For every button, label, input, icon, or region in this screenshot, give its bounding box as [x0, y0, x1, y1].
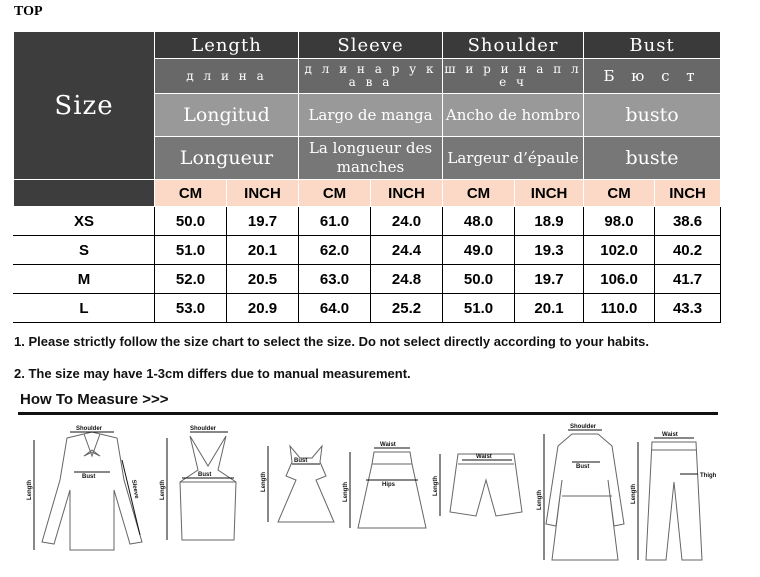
size-label: XS	[14, 207, 155, 236]
table-cell: 98.0	[584, 207, 655, 236]
how-to-measure-heading: How To Measure >>>	[20, 391, 169, 408]
table-cell: 38.6	[655, 207, 721, 236]
table-cell: 50.0	[443, 265, 515, 294]
label-shoulder: Shoulder	[570, 424, 597, 430]
table-cell: 18.9	[515, 207, 584, 236]
blouse-diagram	[27, 426, 142, 550]
col-header-length-fr: Longueur	[155, 137, 299, 180]
table-row	[14, 265, 721, 294]
label-bust: Bust	[294, 458, 308, 464]
size-label: M	[14, 265, 155, 294]
label-length: Length	[27, 480, 33, 500]
table-cell: 24.4	[371, 236, 443, 265]
col-header-sleeve: Sleeve	[299, 32, 443, 59]
table-cell: 20.9	[227, 294, 299, 323]
tank-top-diagram	[160, 426, 236, 540]
shorts-diagram	[433, 454, 522, 516]
col-header-bust-fr: buste	[584, 137, 721, 180]
unit-inch: INCH	[515, 180, 584, 207]
unit-inch: INCH	[371, 180, 443, 207]
col-header-bust-ru: Б ю с т	[584, 59, 721, 94]
col-header-bust: Bust	[584, 32, 721, 59]
label-shoulder: Shoulder	[76, 426, 103, 432]
unit-row	[14, 180, 721, 207]
label-shoulder: Shoulder	[190, 426, 217, 432]
table-cell: 24.0	[371, 207, 443, 236]
col-header-sleeve-es: Largo de manga	[299, 94, 443, 137]
table-cell: 64.0	[299, 294, 371, 323]
dress-diagram	[261, 446, 334, 522]
label-thigh: Thigh	[700, 473, 717, 479]
col-header-shoulder-fr: Largeur d’épaule	[443, 137, 584, 180]
table-cell: 62.0	[299, 236, 371, 265]
col-header-length-ru: д л и н а	[155, 59, 299, 94]
note-2: 2. The size may have 1-3cm differs due to manual measurement.	[14, 366, 411, 381]
label-waist: Waist	[662, 432, 678, 438]
label-length: Length	[343, 482, 349, 502]
col-header-sleeve-ru: д л и н а р у к а в а	[299, 59, 443, 94]
table-cell: 61.0	[299, 207, 371, 236]
col-header-shoulder-ru: ш и р и н а п л е ч	[443, 59, 584, 94]
pants-diagram	[631, 432, 717, 560]
page-title: TOP	[14, 4, 43, 19]
label-length: Length	[433, 476, 439, 496]
label-length: Length	[160, 480, 166, 500]
table-cell: 19.7	[515, 265, 584, 294]
table-cell: 63.0	[299, 265, 371, 294]
table-cell: 25.2	[371, 294, 443, 323]
table-cell: 20.1	[227, 236, 299, 265]
coat-diagram	[537, 424, 624, 560]
label-waist: Waist	[476, 454, 492, 460]
size-label: L	[14, 294, 155, 323]
label-bust: Bust	[82, 474, 96, 480]
table-cell: 51.0	[443, 294, 515, 323]
col-header-shoulder: Shoulder	[443, 32, 584, 59]
unit-inch: INCH	[227, 180, 299, 207]
size-chart-table	[13, 31, 721, 323]
table-cell: 51.0	[155, 236, 227, 265]
label-sleeve: Sleeve	[130, 479, 140, 500]
skirt-diagram	[343, 442, 426, 528]
label-bust: Bust	[576, 464, 590, 470]
unit-cm: CM	[299, 180, 371, 207]
table-row	[14, 294, 721, 323]
size-header: Size	[14, 32, 155, 180]
table-cell: 41.7	[655, 265, 721, 294]
unit-row-spacer	[14, 180, 155, 207]
header-row-english	[14, 32, 721, 59]
col-header-length-es: Longitud	[155, 94, 299, 137]
measurement-diagrams	[12, 420, 742, 570]
unit-inch: INCH	[655, 180, 721, 207]
table-cell: 48.0	[443, 207, 515, 236]
label-length: Length	[261, 472, 267, 492]
size-label: S	[14, 236, 155, 265]
col-header-sleeve-fr: La longueur des manches	[299, 137, 443, 180]
table-row	[14, 236, 721, 265]
table-cell: 102.0	[584, 236, 655, 265]
table-cell: 43.3	[655, 294, 721, 323]
label-hips: Hips	[382, 482, 396, 488]
unit-cm: CM	[443, 180, 515, 207]
table-row	[14, 207, 721, 236]
heading-divider	[18, 412, 718, 415]
label-bust: Bust	[198, 472, 212, 478]
table-cell: 19.3	[515, 236, 584, 265]
label-length: Length	[631, 484, 637, 504]
table-cell: 20.1	[515, 294, 584, 323]
table-cell: 53.0	[155, 294, 227, 323]
label-length: Length	[537, 490, 543, 510]
table-cell: 49.0	[443, 236, 515, 265]
col-header-length: Length	[155, 32, 299, 59]
table-cell: 50.0	[155, 207, 227, 236]
unit-cm: CM	[155, 180, 227, 207]
table-cell: 19.7	[227, 207, 299, 236]
table-cell: 106.0	[584, 265, 655, 294]
table-cell: 52.0	[155, 265, 227, 294]
note-1: 1. Please strictly follow the size chart to select the size. Do not select directly according to your habits.	[14, 334, 650, 349]
col-header-bust-es: busto	[584, 94, 721, 137]
unit-cm: CM	[584, 180, 655, 207]
label-waist: Waist	[380, 442, 396, 448]
table-cell: 40.2	[655, 236, 721, 265]
table-cell: 20.5	[227, 265, 299, 294]
table-cell: 110.0	[584, 294, 655, 323]
table-cell: 24.8	[371, 265, 443, 294]
col-header-shoulder-es: Ancho de hombro	[443, 94, 584, 137]
